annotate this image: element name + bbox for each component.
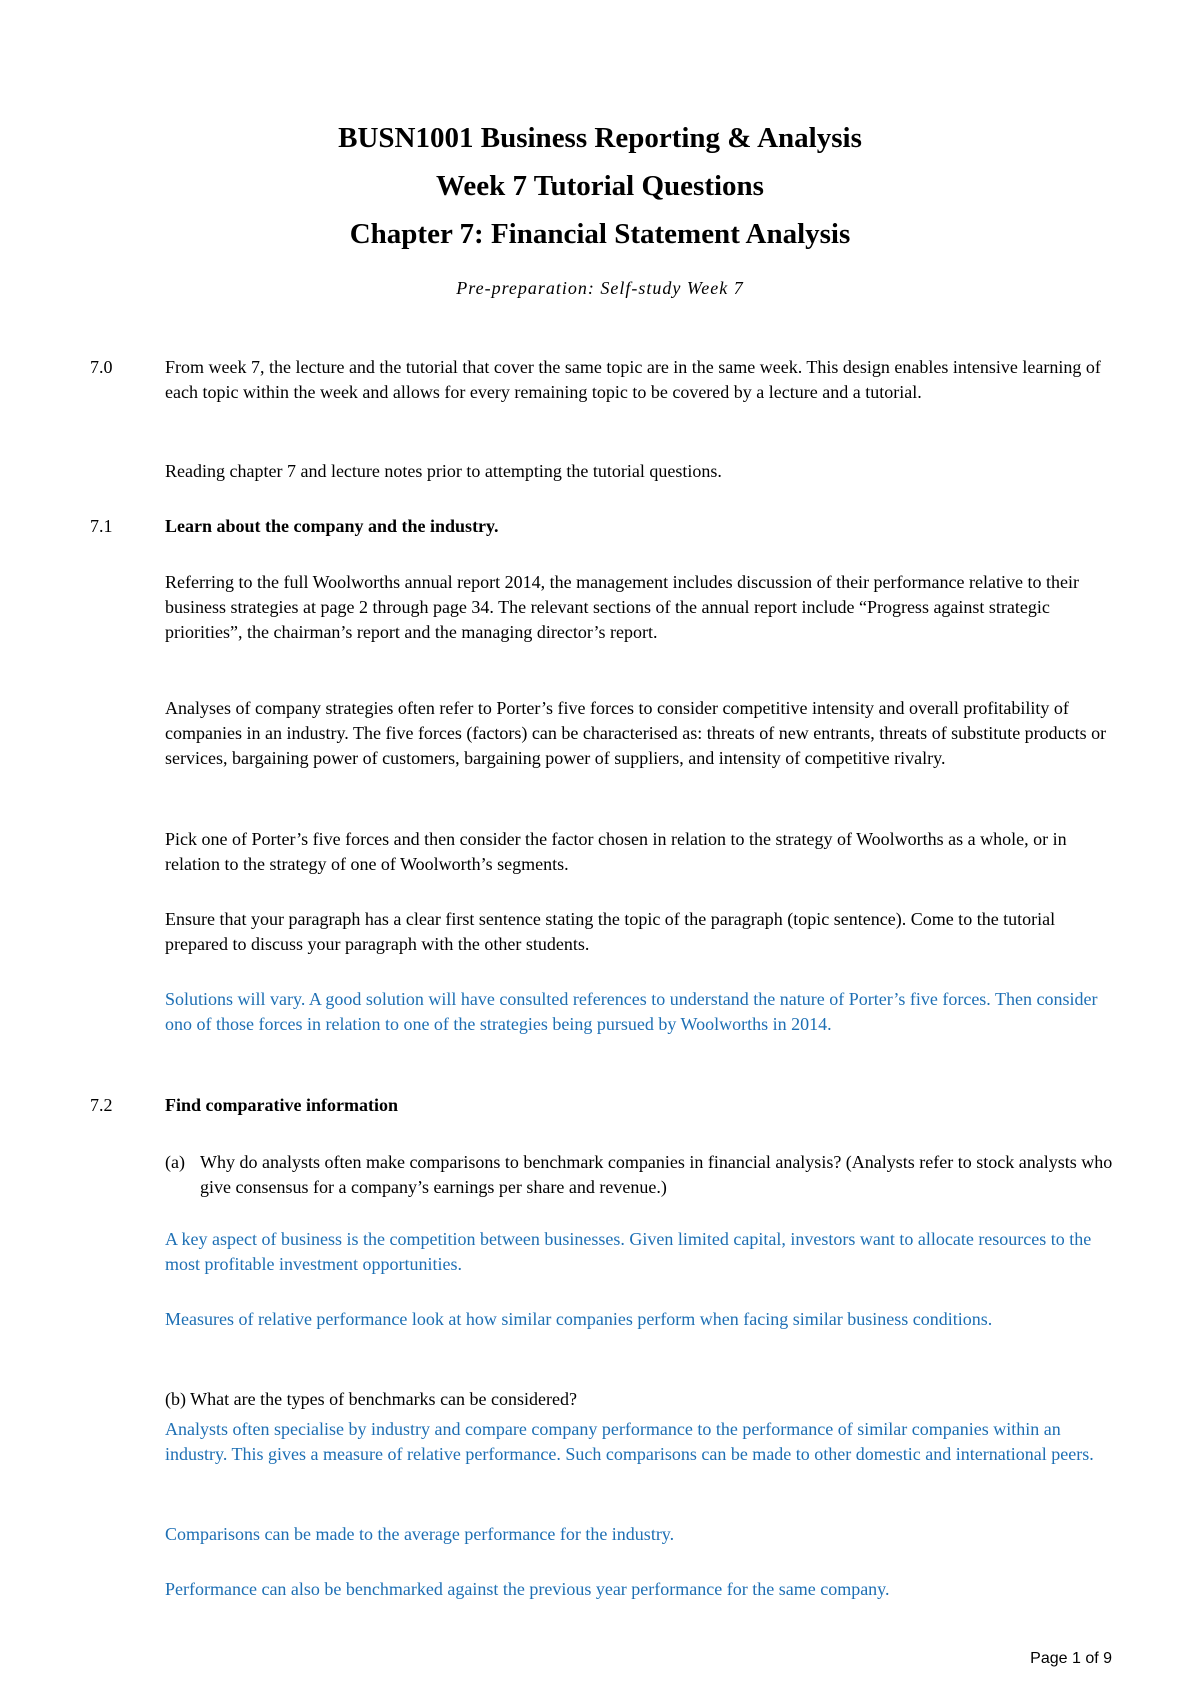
doc-title-course: BUSN1001 Business Reporting & Analysis xyxy=(338,122,862,154)
doc-subtitle: Pre-preparation: Self-study Week 7 xyxy=(456,278,744,298)
question-a-label: (a) xyxy=(165,1152,185,1172)
answer-b-paragraph-2: Comparisons can be made to the average performance for the industry. xyxy=(165,1524,675,1544)
answer-b-paragraph-1: Analysts often specialise by industry and compare company performance to the performance of similar companies within an industry. This gives a measure of relative performance. Such comparisons can be made to other domestic and international peers. xyxy=(165,1419,1094,1464)
section-7-1-heading: Learn about the company and the industry. xyxy=(165,516,499,536)
section-7-0-paragraph-1: From week 7, the lecture and the tutorial that cover the same topic are in the same week. This design enables intensive learning of each topic within the week and allows for every remaining topic to be covered by a lecture and a tutorial. xyxy=(165,357,1101,402)
answer-a-paragraph-2: Measures of relative performance look at how similar companies perform when facing similar business conditions. xyxy=(165,1309,993,1329)
section-7-1-answer: Solutions will vary. A good solution will have consulted references to understand the nature of Porter’s five forces. Then consider ono of those forces in relation to one of the strategies being pursued by Woolworths in 2014. xyxy=(165,989,1098,1034)
section-7-1-paragraph-3: Pick one of Porter’s five forces and then consider the factor chosen in relation to the strategy of Woolworths as a whole, or in relation to the strategy of one of Woolworth’s segments. xyxy=(165,829,1067,874)
page-number: Page 1 of 9 xyxy=(1030,1650,1112,1667)
section-number-7-2: 7.2 xyxy=(90,1095,113,1115)
section-number-7-1: 7.1 xyxy=(90,516,113,536)
section-7-2-heading: Find comparative information xyxy=(165,1095,398,1115)
section-7-1-paragraph-2: Analyses of company strategies often refer to Porter’s five forces to consider competitive intensity and overall profitability of companies in an industry. The five forces (factors) can be characterised as: threats of new entrants, threats of substitute products or services, bargaining power of customers, bargaining power of suppliers, and intensity of competitive rivalry. xyxy=(165,698,1107,768)
answer-a-paragraph-1: A key aspect of business is the competition between businesses. Given limited capital, investors want to allocate resources to the most profitable investment opportunities. xyxy=(165,1229,1092,1274)
section-7-0-paragraph-2: Reading chapter 7 and lecture notes prior to attempting the tutorial questions. xyxy=(165,461,722,481)
question-b-text: (b) What are the types of benchmarks can be considered? xyxy=(165,1389,577,1409)
doc-title-chapter: Chapter 7: Financial Statement Analysis xyxy=(349,218,851,250)
doc-title-week: Week 7 Tutorial Questions xyxy=(436,170,764,202)
section-7-1-paragraph-4: Ensure that your paragraph has a clear first sentence stating the topic of the paragraph (topic sentence). Come to the tutorial prepared to discuss your paragraph with the other students. xyxy=(165,909,1056,954)
section-7-1-paragraph-1: Referring to the full Woolworths annual report 2014, the management includes discussion of their performance relative to their business strategies at page 2 through page 34. The relevant sections of the annual report include “Progress against strategic priorities”, the chairman’s report and the managing director’s report. xyxy=(165,572,1079,642)
question-a-text: Why do analysts often make comparisons to benchmark companies in financial analysis? (Analysts refer to stock analysts who give consensus for a company’s earnings per share and revenue.) xyxy=(200,1152,1113,1197)
section-number-7-0: 7.0 xyxy=(90,357,113,377)
answer-b-paragraph-3: Performance can also be benchmarked against the previous year performance for the same company. xyxy=(165,1579,890,1599)
